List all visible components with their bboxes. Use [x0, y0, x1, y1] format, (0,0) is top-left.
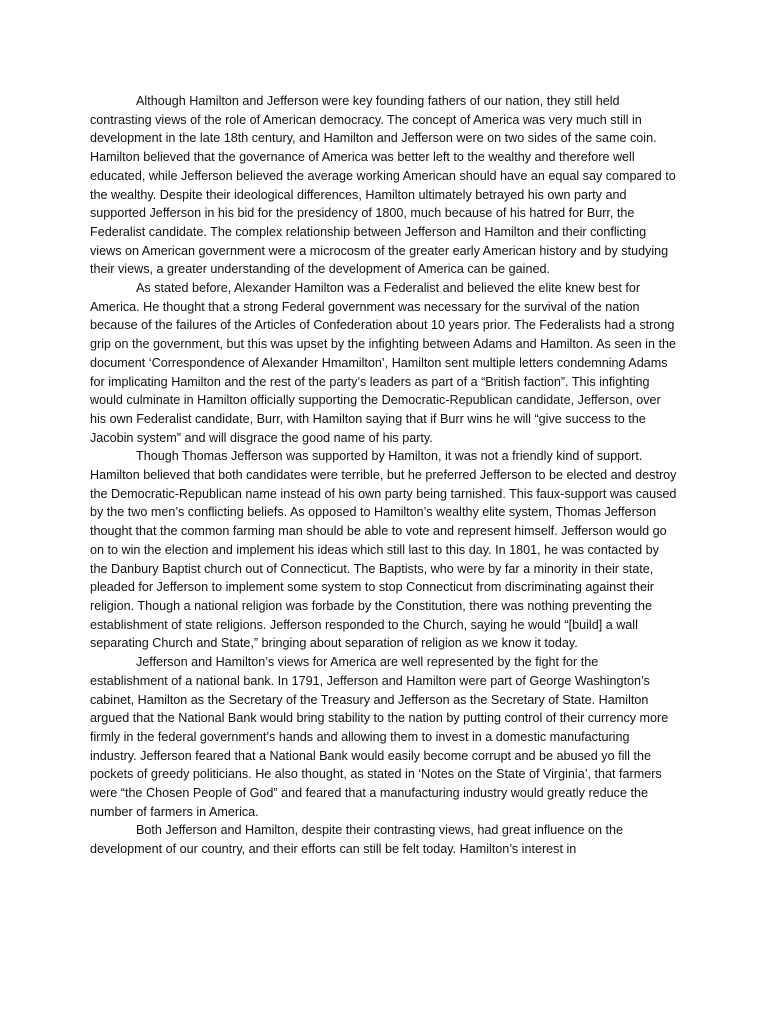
paragraph-hamilton-federalist: As stated before, Alexander Hamilton was a Federalist and believed the elite knew best for America. He thought that a strong Federal government was necessary for the survival of the nation because of the failures of the Articles of Confederation about 10 years prior. The Federalists had a strong grip on the government, but this was upset by the infighting between Adams and Hamilton. As seen in the document ‘Correspondence of Alexander Hmamilton’, Hamilton sent multiple letters condemning Adams for implicating Hamilton and the rest of the party’s leaders as part of a “British faction”. This infighting would culminate in Hamilton officially supporting the Democratic-Republican candidate, Jefferson, over his own Federalist candidate, Burr, with Hamilton saying that if Burr wins he will “give success to the Jacobin system” and will disgrace the good name of his party.: [90, 281, 676, 445]
paragraph-national-bank: Jefferson and Hamilton’s views for America are well represented by the fight for the establishment of a national bank. In 1791, Jefferson and Hamilton were part of George Washington’s cabinet, Hamilton as the Secretary of the Treasury and Jefferson as the Secretary of State. Hamilton argued that the National Bank would bring stability to the nation by putting control of their currency more firmly in the federal government’s hands and allowing them to invest in a domestic manufacturing industry. Jefferson feared that a National Bank would easily become corrupt and be abused yo fill the pockets of greedy politicians. He also thought, as stated in ‘Notes on the State of Virginia’, that farmers were “the Chosen People of God” and feared that a manufacturing industry would greatly reduce the number of farmers in America.: [90, 655, 669, 819]
paragraph-jefferson-support: Though Thomas Jefferson was supported by Hamilton, it was not a friendly kind of support. Hamilton believed that both candidates were terrible, but he preferred Jefferson to be elected and destroy the Democratic-Republican name instead of his own party being tarnished. This faux-support was caused by the two men’s conflicting beliefs. As opposed to Hamilton’s wealthy elite system, Thomas Jefferson thought that the common farming man should be able to vote and represent himself. Jefferson would go on to win the election and implement his ideas which still last to this day. In 1801, he was contacted by the Danbury Baptist church out of Connecticut. The Baptists, who were by far a minority in their state, pleaded for Jefferson to implement some system to stop Connecticut from discriminating against their religion. Though a national religion was forbade by the Constitution, there was nothing preventing the establishment of state religions. Jefferson responded to the Church, saying he would “[build] a wall separating Church and State,” bringing about separation of religion as we know it today.: [90, 449, 677, 651]
paragraph-intro: Although Hamilton and Jefferson were key founding fathers of our nation, they still held contrasting views of the role of American democracy. The concept of America was very much still in development in the late 18th century, and Hamilton and Jefferson were on two sides of the same coin. Hamilton believed that the governance of America was better left to the wealthy and therefore well educated, while Jefferson believed the average working American should have an equal say compared to the wealthy. Despite their ideological differences, Hamilton ultimately betrayed his own party and supported Jefferson in his bid for the presidency of 1800, much because of his hatred for Burr, the Federalist candidate. The complex relationship between Jefferson and Hamilton and their conflicting views on American government were a microcosm of the greater early American history and by studying their views, a greater understanding of the development of America can be gained.: [90, 94, 676, 277]
essay-body: [90, 92, 678, 859]
paragraph-conclusion: Both Jefferson and Hamilton, despite their contrasting views, had great influence on the development of our country, and their efforts can still be felt today. Hamilton’s interest in: [90, 823, 624, 857]
